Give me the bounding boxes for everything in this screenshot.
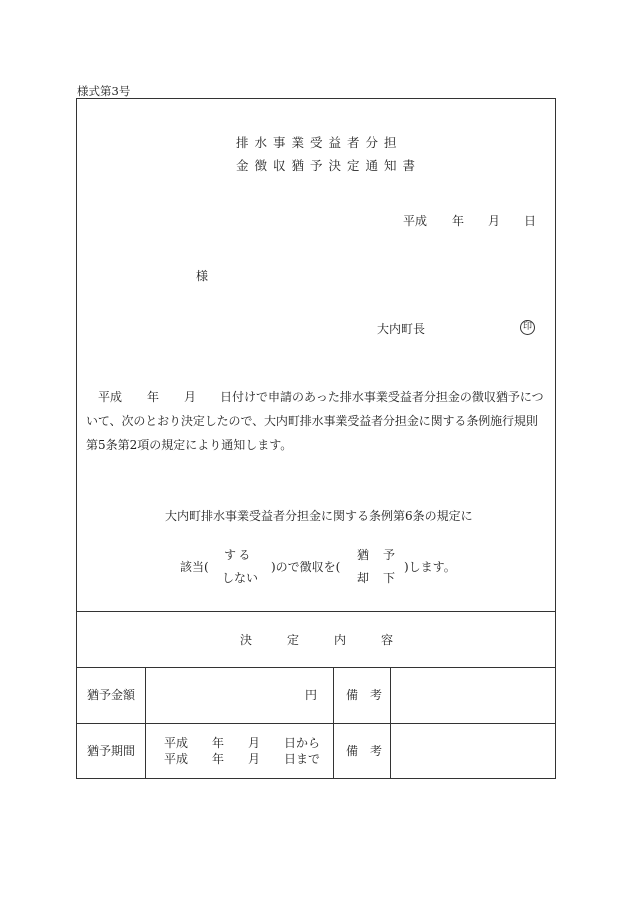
period-from-year: 年 xyxy=(212,736,225,750)
choice-reject-1: 却 xyxy=(357,571,370,585)
choice-defer-1: 猶 xyxy=(357,548,370,562)
body-line1-text: 日付けで申請のあった排水事業受益者分担金の徴収猶予につ xyxy=(220,390,544,404)
divider-row-amount xyxy=(76,667,556,668)
regulation-text: 大内町排水事業受益者分担金に関する条例第6条の規定に xyxy=(165,509,473,523)
date-era: 平成 xyxy=(403,214,428,228)
decision-header-char-4: 容 xyxy=(381,633,394,647)
date-month-label: 月 xyxy=(488,214,501,228)
date-day-label: 日 xyxy=(524,214,537,228)
addressee-suffix: 様 xyxy=(196,269,209,283)
period-to-year: 年 xyxy=(212,752,225,766)
period-to-month: 月 xyxy=(248,752,261,766)
amount-remarks-label: 備 考 xyxy=(346,688,383,702)
body-month-label: 月 xyxy=(184,390,197,404)
document-title-line2: 金徴収猶予決定通知書 xyxy=(236,158,422,173)
choice-option-yes: する xyxy=(224,548,253,562)
choice-reject-2: 下 xyxy=(383,571,396,585)
period-from-day: 日から xyxy=(284,736,321,750)
decision-header-char-3: 内 xyxy=(334,633,347,647)
divider-remarks-right xyxy=(390,667,391,779)
document-title-line1: 排水事業受益者分担 xyxy=(236,135,403,150)
choice-defer-2: 予 xyxy=(383,548,396,562)
period-to-day: 日まで xyxy=(284,752,321,766)
period-from-month: 月 xyxy=(248,736,261,750)
divider-decision xyxy=(76,611,556,612)
date-year-label: 年 xyxy=(452,214,465,228)
form-number: 様式第3号 xyxy=(77,84,131,98)
period-remarks-label: 備 考 xyxy=(346,744,383,758)
divider-label-column xyxy=(145,667,146,779)
period-from-era: 平成 xyxy=(164,736,189,750)
choice-option-no: しない xyxy=(222,571,259,585)
issuer-name: 大内町長 xyxy=(377,322,426,336)
seal-mark: 印 xyxy=(520,320,535,335)
divider-remarks-left xyxy=(333,667,334,779)
choice-middle-text: )ので徴収を( xyxy=(271,560,341,574)
amount-unit: 円 xyxy=(305,688,318,702)
body-line2-text: いて、次のとおり決定したので、大内町排水事業受益者分担金に関する条例施行規則 xyxy=(86,414,538,428)
decision-header-char-2: 定 xyxy=(287,633,300,647)
divider-row-period xyxy=(76,723,556,724)
body-line3-text: 第5条第2項の規定により通知します。 xyxy=(86,438,293,452)
period-to-era: 平成 xyxy=(164,752,189,766)
period-label: 猶予期間 xyxy=(87,744,136,758)
body-era: 平成 xyxy=(98,390,123,404)
decision-header-char-1: 決 xyxy=(240,633,253,647)
choice-suffix: )します。 xyxy=(404,560,456,574)
choice-applies-prefix: 該当( xyxy=(180,560,209,574)
body-year-label: 年 xyxy=(147,390,160,404)
amount-label: 猶予金額 xyxy=(87,688,136,702)
